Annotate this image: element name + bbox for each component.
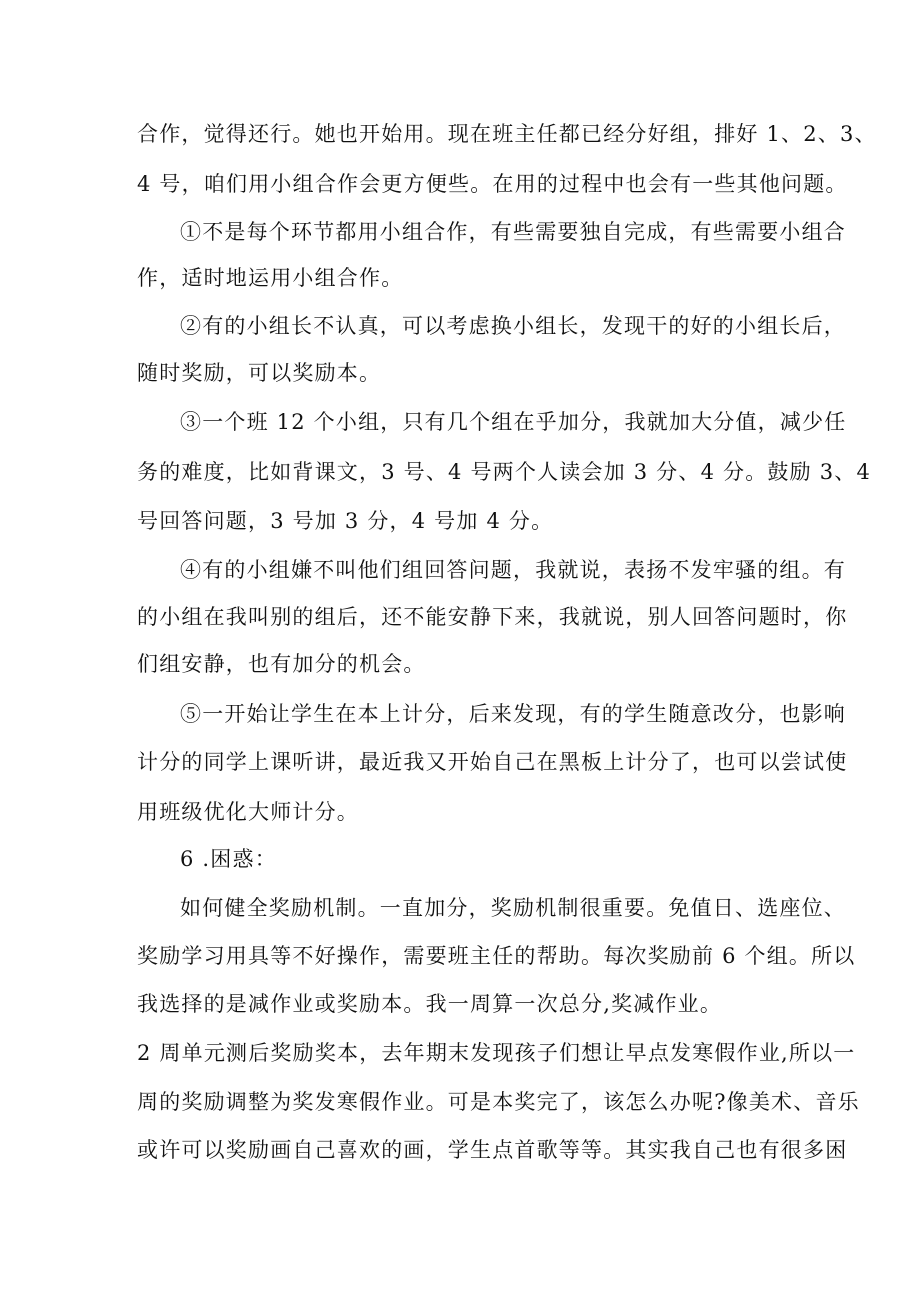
text-line: ④有的小组嫌不叫他们组回答问题，我就说，表扬不发牢骚的组。有 [180, 558, 846, 582]
text-line: 或许可以奖励画自己喜欢的画，学生点首歌等等。其实我自己也有很多困 [137, 1138, 848, 1162]
text-line: 奖励学习用具等不好操作，需要班主任的帮助。每次奖励前 6 个组。所以 [137, 944, 856, 968]
text-line: 周的奖励调整为奖发寒假作业。可是本奖完了，该怎么办呢?像美术、音乐 [137, 1090, 860, 1114]
text-line: 号回答问题，3 号加 3 分，4 号加 4 分。 [137, 509, 554, 533]
text-line: 如何健全奖励机制。一直加分，奖励机制很重要。免值日、选座位、 [180, 896, 846, 920]
text-line: 作，适时地运用小组合作。 [137, 266, 404, 290]
text-line: 随时奖励，可以奖励本。 [137, 361, 382, 385]
text-line: ③一个班 12 个小组，只有几个组在乎加分，我就加大分值，减少任 [180, 410, 847, 434]
text-line: 的小组在我叫别的组后，还不能安静下来，我就说，别人回答问题时，你 [137, 605, 848, 629]
text-line: 们组安静，也有加分的机会。 [137, 652, 426, 676]
text-line: ⑤一开始让学生在本上计分，后来发现，有的学生随意改分，也影响 [180, 702, 846, 726]
text-line: 计分的同学上课听讲，最近我又开始自己在黑板上计分了，也可以尝试使 [137, 750, 848, 774]
text-line: ②有的小组长不认真，可以考虑换小组长，发现干的好的小组长后， [180, 314, 846, 338]
text-line: 用班级优化大师计分。 [137, 800, 359, 824]
text-line: 2 周单元测后奖励奖本，去年期末发现孩子们想让早点发寒假作业,所以一 [137, 1041, 856, 1065]
text-line: 务的难度，比如背课文，3 号、4 号两个人读会加 3 分、4 分。鼓励 3、4 [137, 460, 872, 484]
text-line: 合作，觉得还行。她也开始用。现在班主任都已经分好组，排好 1、2、3、 [137, 122, 877, 146]
section-heading: 6 .困惑： [180, 847, 277, 871]
text-line: ①不是每个环节都用小组合作，有些需要独自完成，有些需要小组合 [180, 220, 846, 244]
text-line: 4 号，咱们用小组合作会更方便些。在用的过程中也会有一些其他问题。 [137, 172, 848, 196]
text-line: 我选择的是减作业或奖励本。我一周算一次总分,奖减作业。 [137, 992, 723, 1016]
